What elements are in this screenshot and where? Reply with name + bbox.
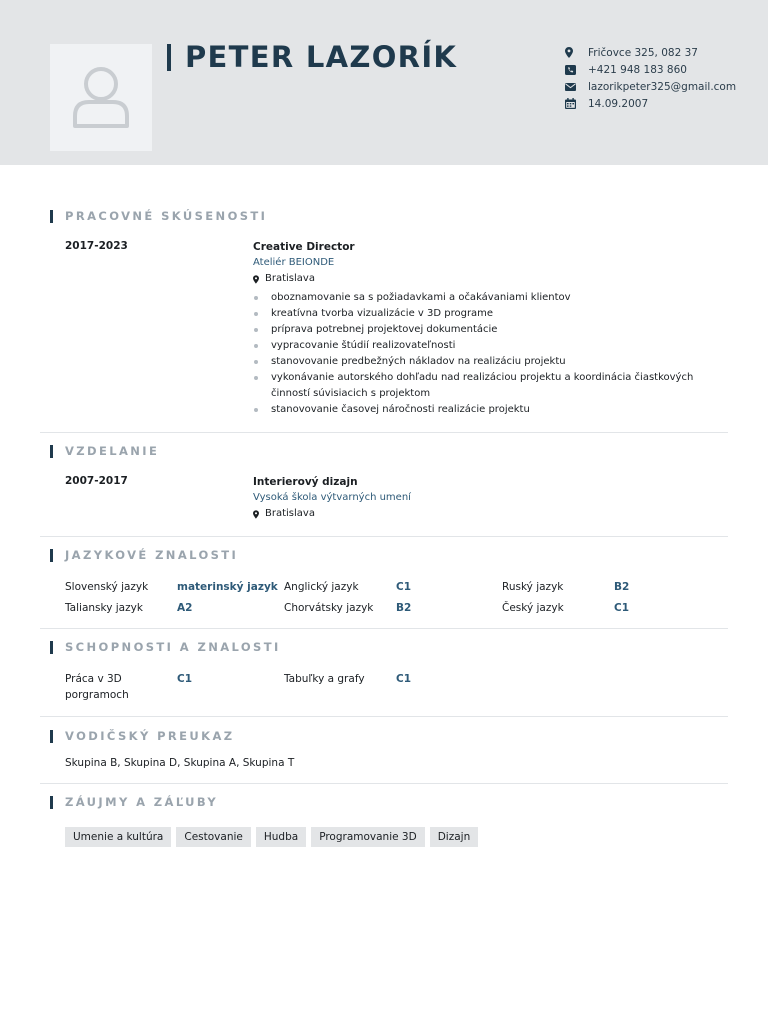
list-item: príprava potrebnej projektovej dokumentácie: [253, 322, 713, 338]
school-name: Vysoká škola výtvarných umení: [253, 492, 411, 503]
language-name: Ruský jazyk: [502, 581, 564, 593]
hobby-tag: Umenie a kultúra: [65, 827, 171, 847]
phone-icon: [565, 64, 579, 76]
location-pin-icon: [565, 47, 579, 59]
language-level: C1: [396, 581, 412, 593]
responsibilities-list: [253, 290, 713, 418]
section-title-education: VZDELANIE: [50, 444, 159, 458]
language-level: materinský jazyk: [177, 581, 278, 593]
location-pin-icon: [253, 275, 265, 284]
list-item: kreatívna tvorba vizualizácie v 3D programe: [253, 306, 713, 322]
user-avatar-icon: [69, 64, 133, 130]
list-item: stanovovanie predbežných nákladov na realizáciu projektu: [253, 354, 713, 370]
profile-photo-placeholder: [50, 44, 152, 151]
language-level: A2: [177, 602, 193, 614]
section-divider: [40, 716, 728, 717]
location-pin-icon: [253, 510, 265, 519]
section-divider: [40, 432, 728, 433]
section-title-skills: SCHOPNOSTI A ZNALOSTI: [50, 640, 281, 654]
list-item: vykonávanie autorského dohľadu nad realizáciou projektu a koordinácia čiastkových činností súvisiacich s projektom: [253, 370, 713, 402]
section-accent-bar: [50, 445, 53, 458]
section-divider: [40, 536, 728, 537]
hobby-tag: Dizajn: [430, 827, 479, 847]
language-level: B2: [396, 602, 412, 614]
section-title-languages: JAZYKOVÉ ZNALOSTI: [50, 548, 238, 562]
education-date: 2007-2017: [65, 475, 128, 487]
skill-level: C1: [177, 673, 193, 685]
list-item: oboznamovanie sa s požiadavkami a očakávaniami klientov: [253, 290, 713, 306]
section-title-experience: PRACOVNÉ SKÚSENOSTI: [50, 209, 267, 223]
hobby-tag: Hudba: [256, 827, 306, 847]
name-accent-bar: [167, 44, 171, 71]
contact-list: [565, 44, 736, 112]
language-name: Chorvátsky jazyk: [284, 602, 374, 614]
skill-name: Tabuľky a grafy: [284, 673, 365, 685]
experience-date: 2017-2023: [65, 240, 128, 252]
envelope-icon: [565, 81, 579, 93]
section-divider: [40, 783, 728, 784]
study-program: Interierový dizajn: [253, 476, 358, 488]
language-level: B2: [614, 581, 630, 593]
skill-name: Práca v 3D porgramoch: [65, 673, 129, 701]
contact-email[interactable]: lazorikpeter325@gmail.com: [565, 78, 736, 95]
section-accent-bar: [50, 210, 53, 223]
language-name: Slovenský jazyk: [65, 581, 149, 593]
experience-entry: [253, 239, 713, 418]
language-name: Anglický jazyk: [284, 581, 359, 593]
section-accent-bar: [50, 730, 53, 743]
person-name: PETER LAZORÍK: [185, 40, 458, 74]
employer: Ateliér BEIONDE: [253, 257, 335, 268]
language-name: Taliansky jazyk: [65, 602, 143, 614]
section-title-hobbies: ZÁUJMY A ZÁĽUBY: [50, 795, 218, 809]
job-title: Creative Director: [253, 241, 355, 253]
section-accent-bar: [50, 549, 53, 562]
school-location: Bratislava: [253, 506, 713, 522]
section-divider: [40, 628, 728, 629]
language-level: C1: [614, 602, 630, 614]
hobby-tag: Cestovanie: [176, 827, 250, 847]
contact-phone[interactable]: +421 948 183 860: [565, 61, 736, 78]
hobby-tag: Programovanie 3D: [311, 827, 425, 847]
contact-birthdate: 14.09.2007: [565, 95, 736, 112]
contact-address: Fričovce 325, 082 37: [565, 44, 736, 61]
skill-level: C1: [396, 673, 412, 685]
section-accent-bar: [50, 796, 53, 809]
cv-header: [0, 0, 768, 165]
list-item: stanovovanie časovej náročnosti realizácie projektu: [253, 402, 713, 418]
language-name: Český jazyk: [502, 602, 564, 614]
list-item: vypracovanie štúdií realizovateľnosti: [253, 338, 713, 354]
section-accent-bar: [50, 641, 53, 654]
job-location: Bratislava: [253, 271, 713, 287]
calendar-icon: [565, 98, 579, 110]
license-groups: Skupina B, Skupina D, Skupina A, Skupina T: [65, 757, 295, 769]
education-entry: [253, 474, 713, 522]
hobby-tags: [65, 827, 483, 847]
section-title-license: VODIČSKÝ PREUKAZ: [50, 729, 235, 743]
